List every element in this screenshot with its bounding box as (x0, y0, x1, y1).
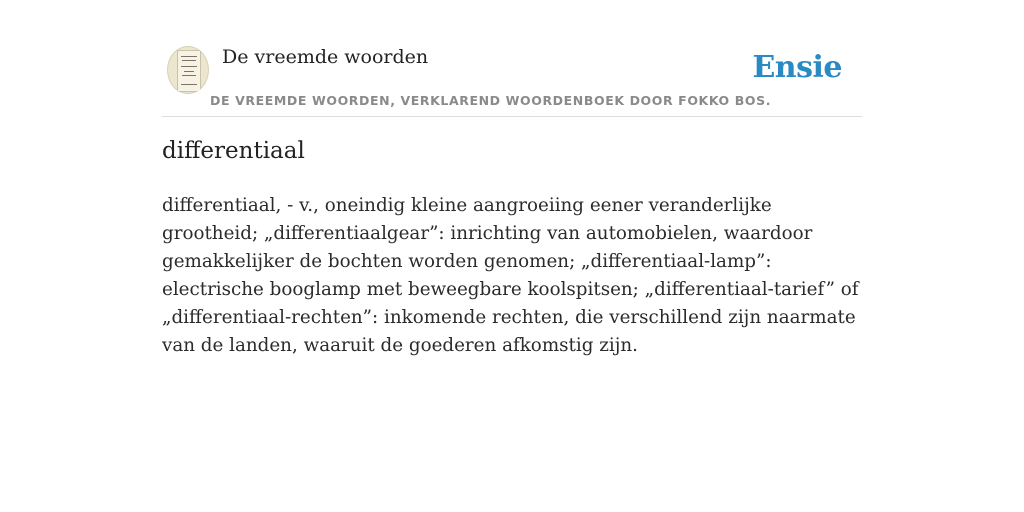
book-cover-icon[interactable] (167, 46, 209, 94)
source-subtitle: DE VREEMDE WOORDEN, VERKLAREND WOORDENBOEK DOOR FOKKO BOS. (210, 93, 772, 108)
source-header (162, 40, 862, 117)
entry-headword: differentiaal (162, 138, 305, 164)
ensie-logo-link[interactable]: Ensie (752, 50, 842, 85)
entry-definition: differentiaal, - v., oneindig kleine aangroeiing eener veranderlijke grootheid; „differentiaalgear”: inrichting van automobielen, waardoor gemakkelijker de bochten worden genomen; „differentiaal-lamp”: electrische booglamp met beweegbare koolspitsen; „differentiaal-tarief” of „differentiaal-rechten”: inkomende rechten, die verschillend zijn naarmate van de landen, waaruit de goederen afkomstig zijn. (162, 195, 859, 356)
source-title[interactable]: De vreemde woorden (222, 46, 429, 68)
book-cover-page (177, 50, 201, 92)
